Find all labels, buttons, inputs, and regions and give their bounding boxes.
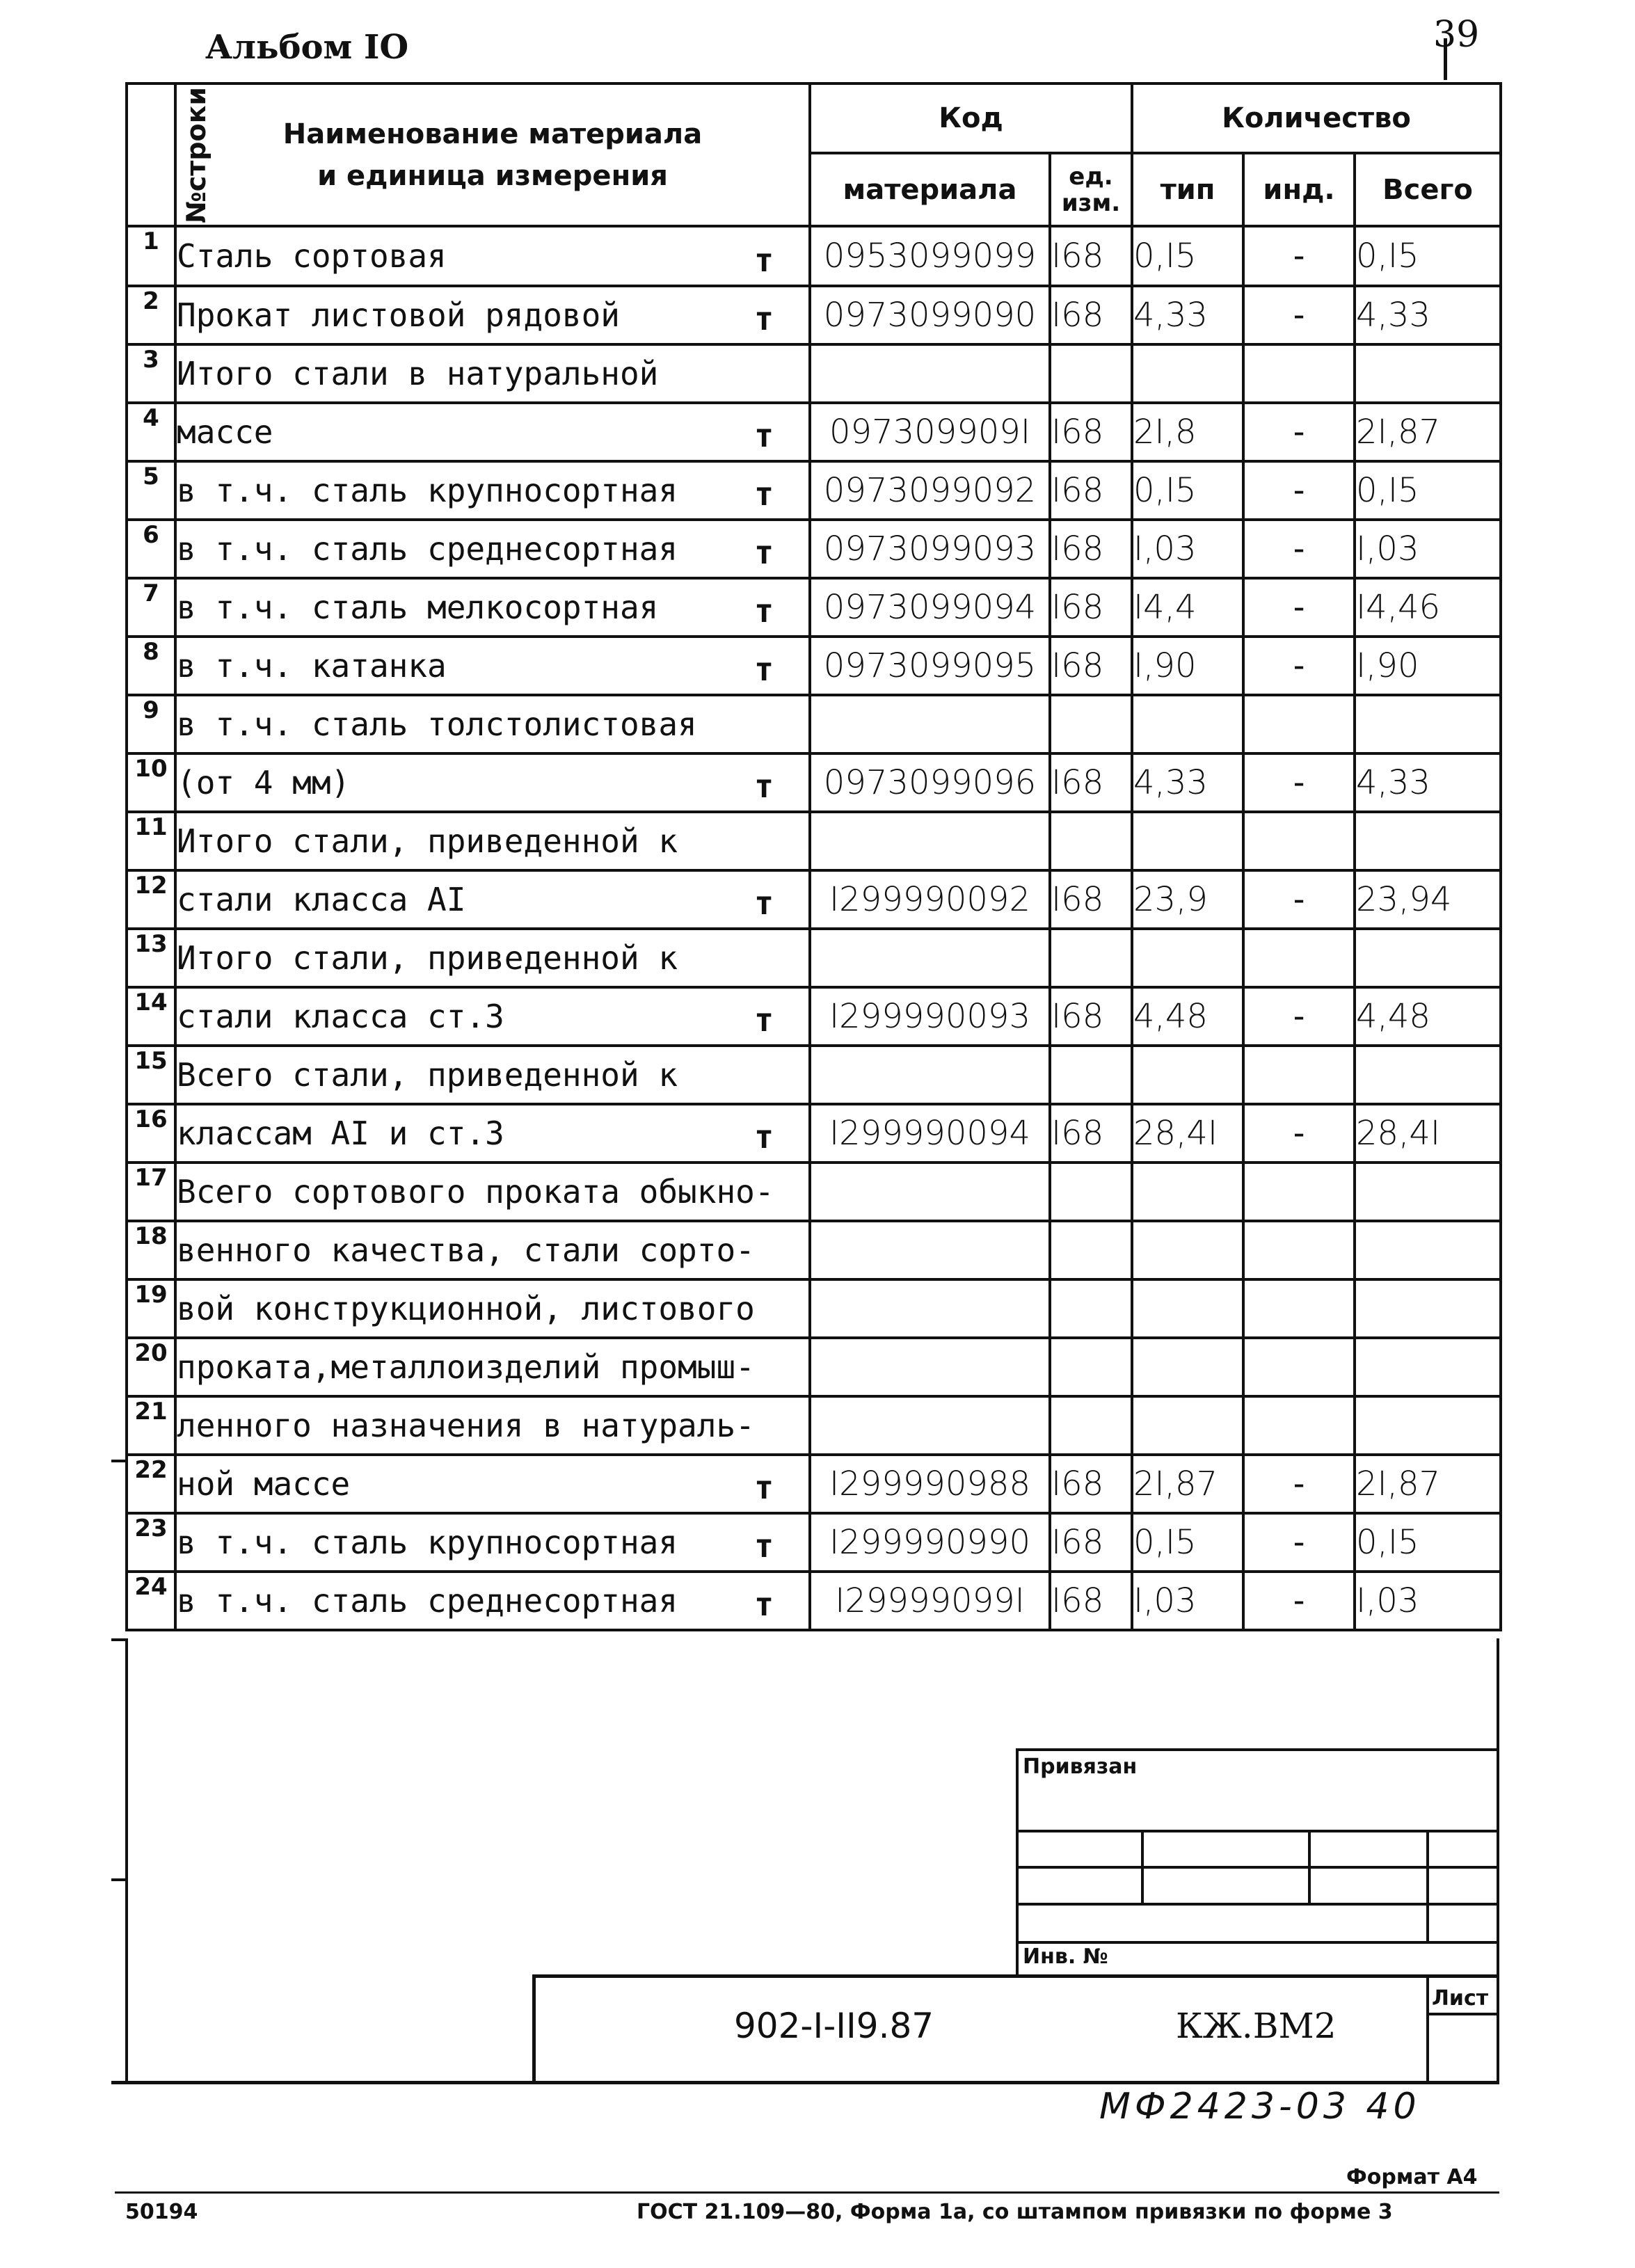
quantity-type: 4,33	[1132, 286, 1243, 344]
material-name	[175, 1455, 810, 1513]
measure-unit: т	[754, 650, 774, 688]
measure-unit: т	[754, 1001, 774, 1039]
handwritten-archive-code: МФ2423-03 40	[1099, 2086, 1421, 2127]
material-code: 097309909I	[810, 403, 1050, 461]
row-number: 16	[127, 1104, 175, 1163]
unit-code	[1050, 929, 1132, 987]
unit-code: I68	[1050, 987, 1132, 1046]
material-code	[810, 1163, 1050, 1221]
table-row	[127, 1046, 1501, 1104]
row-number: 23	[127, 1513, 175, 1572]
quantity-ind	[1243, 695, 1355, 753]
table-row	[127, 226, 1501, 286]
quantity-type: I4,4	[1132, 578, 1243, 637]
measure-unit: т	[754, 475, 774, 513]
table-row	[127, 1513, 1501, 1572]
stamp-line	[1016, 1941, 1499, 1944]
table-row	[127, 1572, 1501, 1630]
title-block-top	[532, 1974, 1499, 1978]
row-number: 10	[127, 753, 175, 812]
quantity-total: 0,I5	[1355, 226, 1501, 286]
material-code: 0973099096	[810, 753, 1050, 812]
row-number: 8	[127, 637, 175, 695]
material-name	[175, 1513, 810, 1572]
table-row	[127, 1338, 1501, 1396]
material-code: 0973099094	[810, 578, 1050, 637]
table-row	[127, 987, 1501, 1046]
ind-header: инд.	[1243, 153, 1355, 226]
quantity-type	[1132, 812, 1243, 870]
quantity-total	[1355, 1221, 1501, 1279]
quantity-ind: -	[1243, 1513, 1355, 1572]
material-name-text: Всего стали, приведенной к	[177, 1056, 678, 1094]
row-number: 12	[127, 870, 175, 929]
material-name-text: проката,металлоизделий промыш-	[177, 1348, 755, 1386]
material-name	[175, 226, 810, 286]
frame-right	[1497, 1638, 1499, 2084]
material-code: I299990988	[810, 1455, 1050, 1513]
quantity-type	[1132, 344, 1243, 403]
unit-code: I68	[1050, 1513, 1132, 1572]
material-name-header	[175, 83, 810, 226]
quantity-type: 28,4I	[1132, 1104, 1243, 1163]
quantity-total	[1355, 1396, 1501, 1455]
total-header: Всего	[1355, 153, 1501, 226]
quantity-total: 2I,87	[1355, 403, 1501, 461]
table-row	[127, 1221, 1501, 1279]
quantity-ind	[1243, 344, 1355, 403]
quantity-total: 28,4I	[1355, 1104, 1501, 1163]
quantity-total: 23,94	[1355, 870, 1501, 929]
material-name	[175, 1279, 810, 1338]
footer-rule	[115, 2191, 1499, 2194]
measure-unit: т	[754, 534, 774, 571]
material-name	[175, 1046, 810, 1104]
quantity-type: 23,9	[1132, 870, 1243, 929]
material-code	[810, 929, 1050, 987]
quantity-total	[1355, 812, 1501, 870]
quantity-type	[1132, 695, 1243, 753]
quantity-total: 4,48	[1355, 987, 1501, 1046]
material-code: 0973099092	[810, 461, 1050, 520]
material-name	[175, 286, 810, 344]
material-name	[175, 637, 810, 695]
material-code: I299990990	[810, 1513, 1050, 1572]
quantity-ind: -	[1243, 870, 1355, 929]
row-number: 2	[127, 286, 175, 344]
material-name-text: венного качества, стали сорто-	[177, 1231, 755, 1269]
measure-unit: т	[754, 767, 774, 805]
quantity-total: I,03	[1355, 520, 1501, 578]
unit-code	[1050, 1279, 1132, 1338]
quantity-type: 2I,8	[1132, 403, 1243, 461]
quantity-total	[1355, 929, 1501, 987]
table-row	[127, 578, 1501, 637]
material-name	[175, 1396, 810, 1455]
quantity-total: 4,33	[1355, 753, 1501, 812]
quantity-total: 2I,87	[1355, 1455, 1501, 1513]
material-name-text: в т.ч. сталь крупносортная	[177, 1524, 678, 1561]
margin-tick	[111, 1878, 125, 1881]
quantity-ind: -	[1243, 1455, 1355, 1513]
material-name	[175, 403, 810, 461]
unit-code	[1050, 695, 1132, 753]
measure-unit: т	[754, 1469, 774, 1506]
quantity-ind	[1243, 1221, 1355, 1279]
unit-code-header	[1050, 153, 1132, 226]
unit-code	[1050, 344, 1132, 403]
table-row	[127, 637, 1501, 695]
table-row	[127, 461, 1501, 520]
unit-code: I68	[1050, 286, 1132, 344]
material-code	[810, 1221, 1050, 1279]
measure-unit: т	[754, 241, 774, 279]
material-name-text: массе	[177, 413, 273, 451]
material-name	[175, 1163, 810, 1221]
quantity-total	[1355, 1279, 1501, 1338]
quantity-ind: -	[1243, 578, 1355, 637]
unit-code	[1050, 1046, 1132, 1104]
type-header: тип	[1132, 153, 1243, 226]
material-code	[810, 812, 1050, 870]
unit-code	[1050, 1338, 1132, 1396]
quantity-ind	[1243, 929, 1355, 987]
table-row	[127, 1455, 1501, 1513]
quantity-type: 4,48	[1132, 987, 1243, 1046]
quantity-ind: -	[1243, 461, 1355, 520]
material-name-text: в т.ч. сталь среднесортная	[177, 1582, 678, 1620]
page-number: 39	[1433, 14, 1480, 56]
quantity-ind	[1243, 1163, 1355, 1221]
frame-left	[125, 1638, 128, 2084]
material-name-text: Всего сортового проката обыкно-	[177, 1173, 774, 1211]
stamp-line	[1426, 1830, 1429, 1941]
unit-code	[1050, 1221, 1132, 1279]
table-row	[127, 344, 1501, 403]
row-number: 17	[127, 1163, 175, 1221]
quantity-ind	[1243, 1046, 1355, 1104]
stamp-line	[1016, 1748, 1499, 1751]
album-title: Альбом IO	[205, 28, 409, 67]
material-name	[175, 695, 810, 753]
measure-unit: т	[754, 417, 774, 454]
footer-left-number: 50194	[125, 2200, 198, 2224]
material-name-text: Итого стали, приведенной к	[177, 822, 678, 860]
quantity-type: 0,I5	[1132, 226, 1243, 286]
sheet-cell-line	[1426, 2013, 1499, 2015]
material-name-text: Итого стали в натуральной	[177, 355, 659, 392]
quantity-type: 0,I5	[1132, 1513, 1243, 1572]
row-number: 22	[127, 1455, 175, 1513]
stamp-inv-label: Инв. №	[1023, 1944, 1108, 1969]
measure-unit: т	[754, 1118, 774, 1156]
quantity-type: 0,I5	[1132, 461, 1243, 520]
unit-code: I68	[1050, 870, 1132, 929]
material-name	[175, 812, 810, 870]
quantity-total: 0,I5	[1355, 1513, 1501, 1572]
quantity-ind: -	[1243, 753, 1355, 812]
measure-unit: т	[754, 1586, 774, 1623]
unit-code-header-line1: ед.	[1069, 162, 1113, 191]
unit-code: I68	[1050, 753, 1132, 812]
material-code	[810, 695, 1050, 753]
material-name-text: в т.ч. сталь толстолистовая	[177, 705, 697, 743]
material-code: I299990093	[810, 987, 1050, 1046]
quantity-total	[1355, 1046, 1501, 1104]
material-name	[175, 870, 810, 929]
table-row	[127, 929, 1501, 987]
table-row	[127, 403, 1501, 461]
material-name	[175, 1572, 810, 1630]
quantity-ind	[1243, 1396, 1355, 1455]
quantity-ind	[1243, 812, 1355, 870]
stamp-sheet-label: Лист	[1432, 1986, 1489, 2011]
quantity-type	[1132, 1046, 1243, 1104]
stamp-designation: 902-I-II9.87	[734, 2006, 934, 2046]
table-row	[127, 870, 1501, 929]
quantity-type	[1132, 1338, 1243, 1396]
material-name-text: стали класса AI	[177, 881, 466, 918]
unit-code	[1050, 1396, 1132, 1455]
table-row	[127, 1396, 1501, 1455]
material-name-text: вой конструкционной, листового	[177, 1290, 755, 1327]
material-name-text: стали класса ст.3	[177, 998, 504, 1035]
material-name	[175, 461, 810, 520]
quantity-total: I,03	[1355, 1572, 1501, 1630]
material-name-text: в т.ч. сталь крупносортная	[177, 472, 678, 509]
quantity-ind: -	[1243, 1572, 1355, 1630]
quantity-ind: -	[1243, 1104, 1355, 1163]
unit-code: I68	[1050, 1104, 1132, 1163]
quantity-type: I,90	[1132, 637, 1243, 695]
row-number: 20	[127, 1338, 175, 1396]
quantity-total: 0,I5	[1355, 461, 1501, 520]
material-code	[810, 1396, 1050, 1455]
material-name-text: (от 4 мм)	[177, 764, 351, 801]
row-number: 21	[127, 1396, 175, 1455]
material-name-text: ленного назначения в натураль-	[177, 1407, 755, 1444]
material-code	[810, 344, 1050, 403]
table-row	[127, 812, 1501, 870]
quantity-ind: -	[1243, 226, 1355, 286]
unit-code: I68	[1050, 1455, 1132, 1513]
table-row	[127, 695, 1501, 753]
title-block-divider	[1426, 1974, 1429, 2084]
quantity-type: I,03	[1132, 520, 1243, 578]
material-code-header: материала	[810, 153, 1050, 226]
row-number: 9	[127, 695, 175, 753]
unit-code: I68	[1050, 403, 1132, 461]
material-name	[175, 1221, 810, 1279]
quantity-ind: -	[1243, 637, 1355, 695]
material-name-header-line2: и единица измерения	[317, 159, 668, 192]
quantity-type	[1132, 1279, 1243, 1338]
measure-unit: т	[754, 884, 774, 922]
quantity-type: 2I,87	[1132, 1455, 1243, 1513]
quantity-total	[1355, 1163, 1501, 1221]
material-name-text: в т.ч. сталь среднесортная	[177, 530, 678, 568]
quantity-ind: -	[1243, 987, 1355, 1046]
row-number: 14	[127, 987, 175, 1046]
footer-gost: ГОСТ 21.109—80, Форма 1а, со штампом привязки по форме 3	[637, 2200, 1393, 2224]
material-name	[175, 578, 810, 637]
row-number: 7	[127, 578, 175, 637]
row-number: 5	[127, 461, 175, 520]
material-name	[175, 753, 810, 812]
material-name-text: в т.ч. сталь мелкосортная	[177, 589, 659, 626]
material-name	[175, 929, 810, 987]
row-number: 11	[127, 812, 175, 870]
material-code: 0973099093	[810, 520, 1050, 578]
quantity-type	[1132, 1163, 1243, 1221]
stamp-attached-label: Привязан	[1023, 1755, 1138, 1779]
material-name-text: Прокат листовой рядовой	[177, 296, 620, 334]
material-code: 0973099095	[810, 637, 1050, 695]
unit-code	[1050, 1163, 1132, 1221]
quantity-total: 4,33	[1355, 286, 1501, 344]
quantity-type: I,03	[1132, 1572, 1243, 1630]
quantity-ind	[1243, 1338, 1355, 1396]
row-number-header: №строки	[127, 83, 175, 226]
material-code	[810, 1046, 1050, 1104]
stamp-line	[1141, 1830, 1144, 1903]
quantity-type	[1132, 1396, 1243, 1455]
margin-tick	[111, 1638, 125, 1641]
unit-code: I68	[1050, 637, 1132, 695]
quantity-total: I,90	[1355, 637, 1501, 695]
frame-bottom	[111, 2081, 1499, 2084]
material-name-text: классам AI и ст.3	[177, 1115, 504, 1152]
material-code: I29999099I	[810, 1572, 1050, 1630]
row-number: 3	[127, 344, 175, 403]
measure-unit: т	[754, 592, 774, 630]
quantity-type: 4,33	[1132, 753, 1243, 812]
stamp-line	[1308, 1830, 1311, 1903]
row-number: 18	[127, 1221, 175, 1279]
row-number: 13	[127, 929, 175, 987]
table-row	[127, 1163, 1501, 1221]
material-code	[810, 1279, 1050, 1338]
quantity-total	[1355, 1338, 1501, 1396]
row-number: 4	[127, 403, 175, 461]
material-code: 0953099099	[810, 226, 1050, 286]
unit-code-header-line2: изм.	[1061, 189, 1121, 217]
materials-table	[125, 82, 1502, 1631]
material-name	[175, 344, 810, 403]
quantity-ind	[1243, 1279, 1355, 1338]
material-code: I299990092	[810, 870, 1050, 929]
material-code: I299990094	[810, 1104, 1050, 1163]
unit-code: I68	[1050, 520, 1132, 578]
table-row	[127, 286, 1501, 344]
quantity-total: I4,46	[1355, 578, 1501, 637]
measure-unit: т	[754, 1527, 774, 1565]
table-row	[127, 1279, 1501, 1338]
code-group-header: Код	[810, 83, 1132, 153]
material-name-header-line1: Наименование материала	[282, 118, 703, 150]
material-code: 0973099090	[810, 286, 1050, 344]
row-number: 15	[127, 1046, 175, 1104]
table-row	[127, 520, 1501, 578]
margin-tick	[111, 1460, 125, 1462]
quantity-ind: -	[1243, 520, 1355, 578]
material-name-text: в т.ч. катанка	[177, 647, 447, 685]
row-number: 19	[127, 1279, 175, 1338]
table-row	[127, 1104, 1501, 1163]
material-name-text: Итого стали, приведенной к	[177, 939, 678, 977]
table-row	[127, 753, 1501, 812]
row-number: 1	[127, 226, 175, 286]
material-name	[175, 1104, 810, 1163]
quantity-group-header: Количество	[1132, 83, 1501, 153]
row-number: 24	[127, 1572, 175, 1630]
quantity-ind: -	[1243, 403, 1355, 461]
stamp-mark: КЖ.ВМ2	[1176, 2006, 1337, 2046]
unit-code: I68	[1050, 578, 1132, 637]
material-name-text: ной массе	[177, 1465, 351, 1503]
material-code	[810, 1338, 1050, 1396]
unit-code: I68	[1050, 226, 1132, 286]
quantity-type	[1132, 1221, 1243, 1279]
unit-code: I68	[1050, 461, 1132, 520]
quantity-total	[1355, 344, 1501, 403]
unit-code	[1050, 812, 1132, 870]
measure-unit: т	[754, 300, 774, 337]
material-name	[175, 987, 810, 1046]
title-block-left	[532, 1974, 536, 2084]
material-name-text: Сталь сортовая	[177, 237, 447, 275]
row-number: 6	[127, 520, 175, 578]
quantity-total	[1355, 695, 1501, 753]
unit-code: I68	[1050, 1572, 1132, 1630]
quantity-ind: -	[1243, 286, 1355, 344]
material-name	[175, 520, 810, 578]
material-name	[175, 1338, 810, 1396]
footer-format: Формат А4	[1346, 2165, 1478, 2189]
quantity-type	[1132, 929, 1243, 987]
